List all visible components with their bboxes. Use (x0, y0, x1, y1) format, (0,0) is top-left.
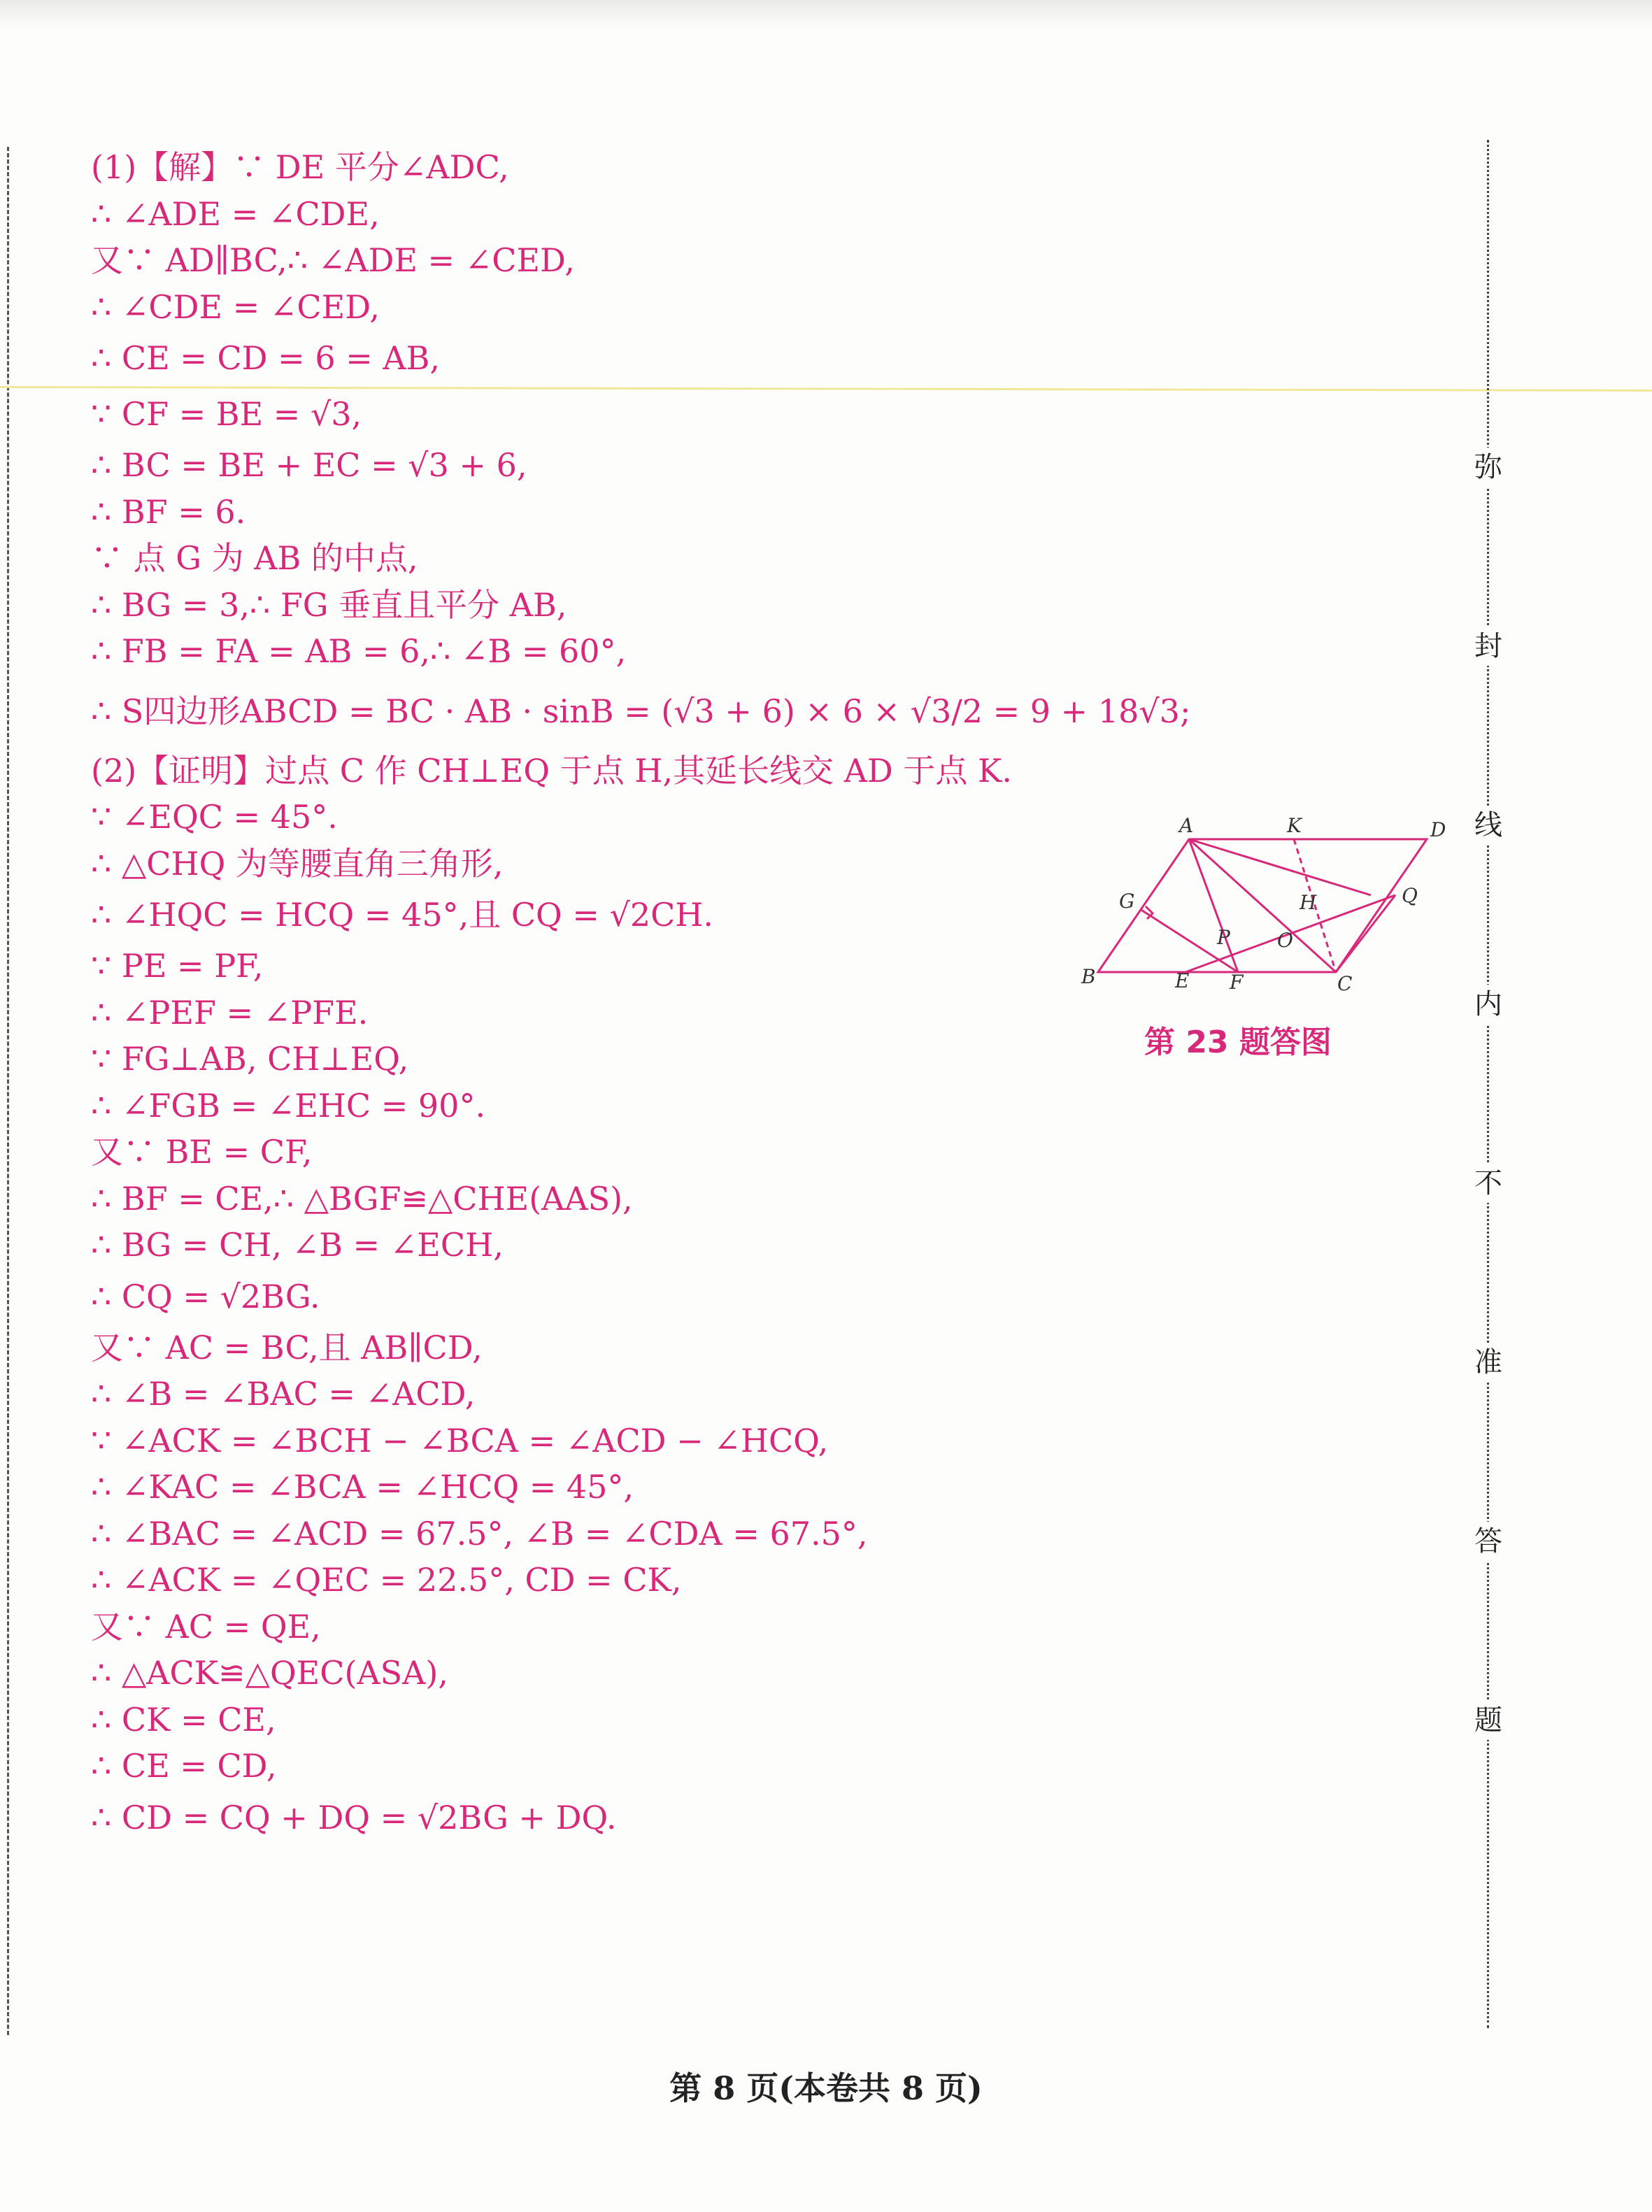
solution-line: ∴ ∠ADE = ∠CDE, (91, 194, 380, 233)
point-label: C (1337, 972, 1353, 995)
seal-dotted-line (1487, 140, 1489, 2028)
point-label: G (1119, 890, 1135, 913)
seal-char: 答 (1469, 1522, 1508, 1561)
point-label: O (1277, 929, 1293, 952)
solution-line: ∵ CF = BE = √3, (91, 395, 362, 433)
seal-char: 弥 (1469, 448, 1508, 487)
solution-line: 又∵ AD∥BC,∴ ∠ADE = ∠CED, (91, 241, 575, 279)
point-label: Q (1402, 884, 1418, 907)
seal-char: 不 (1469, 1164, 1508, 1203)
solution-line: ∴ CQ = √2BG. (91, 1277, 320, 1315)
segment-af (1189, 839, 1238, 972)
point-label: K (1287, 814, 1302, 837)
solution-line: ∵ ∠EQC = 45°. (91, 798, 338, 836)
solution-line: ∴ FB = FA = AB = 6,∴ ∠B = 60°, (91, 632, 627, 670)
solution-line: ∴ ∠CDE = ∠CED, (91, 287, 380, 326)
solution-line: ∵ FG⊥AB, CH⊥EQ, (91, 1040, 409, 1078)
solution-line: 又∵ AC = BC,且 AB∥CD, (91, 1328, 483, 1367)
seal-char: 内 (1469, 985, 1508, 1024)
point-label: P (1217, 926, 1230, 949)
solution-line: 又∵ BE = CF, (91, 1133, 313, 1171)
solution-line: (2)【证明】过点 C 作 CH⊥EQ 于点 H,其延长线交 AD 于点 K. (91, 751, 1013, 790)
point-label: E (1175, 969, 1190, 992)
figure-caption: 第 23 题答图 (1144, 1025, 1332, 1060)
solution-line: ∴ CE = CD, (91, 1747, 277, 1785)
solution-line: ∴ ∠B = ∠BAC = ∠ACD, (91, 1375, 476, 1413)
solution-line: ∴ ∠KAC = ∠BCA = ∠HCQ = 45°, (91, 1468, 634, 1506)
seal-char: 题 (1469, 1701, 1508, 1740)
solution-line: (1)【解】∵ DE 平分∠ADC, (91, 148, 509, 186)
solution-line: 又∵ AC = QE, (91, 1607, 321, 1646)
solution-line: ∴ BC = BE + EC = √3 + 6, (91, 446, 527, 484)
left-binding-dashes (7, 147, 9, 2035)
area-formula-line: ∴ S四边形ABCD = BC · AB · sinB = (√3 + 6) × 6 × √3/2 = 9 + 18√3; (91, 692, 1191, 730)
geometry-figure (1077, 804, 1455, 1014)
solution-line: ∵ PE = PF, (91, 947, 264, 985)
seal-char: 准 (1469, 1343, 1508, 1382)
solution-line: ∴ BG = 3,∴ FG 垂直且平分 AB, (91, 585, 567, 624)
point-label: H (1299, 891, 1317, 914)
solution-line: ∴ ∠FGB = ∠EHC = 90°. (91, 1086, 486, 1125)
point-label: B (1081, 965, 1096, 988)
solution-line: ∴ ∠HQC = HCQ = 45°,且 CQ = √2CH. (91, 896, 714, 934)
point-label: A (1179, 814, 1194, 837)
solution-line: ∴ △ACK≌△QEC(ASA), (91, 1654, 448, 1692)
page-footer: 第 8 页(本卷共 8 页) (669, 2069, 983, 2107)
segment-ad-to-h (1189, 839, 1371, 895)
solution-line: ∴ CD = CQ + DQ = √2BG + DQ. (91, 1798, 617, 1836)
solution-line: ∴ ∠PEF = ∠PFE. (91, 993, 369, 1032)
point-label: D (1430, 818, 1446, 841)
solution-line: ∵ 点 G 为 AB 的中点, (91, 539, 418, 577)
solution-line: ∴ BF = 6. (91, 492, 246, 531)
page-top-shade (0, 0, 1652, 28)
seal-char: 封 (1469, 627, 1508, 666)
solution-line: ∴ △CHQ 为等腰直角三角形, (91, 844, 504, 883)
solution-line: ∴ CE = CD = 6 = AB, (91, 339, 441, 377)
solution-line: ∴ BF = CE,∴ △BGF≌△CHE(AAS), (91, 1179, 633, 1218)
solution-line: ∴ ∠BAC = ∠ACD = 67.5°, ∠B = ∠CDA = 67.5°, (91, 1514, 868, 1553)
solution-text (91, 144, 1191, 1846)
solution-line: ∴ ∠ACK = ∠QEC = 22.5°, CD = CK, (91, 1561, 682, 1599)
solution-line: ∴ BG = CH, ∠B = ∠ECH, (91, 1226, 504, 1264)
solution-line: ∵ ∠ACK = ∠BCH − ∠BCA = ∠ACD − ∠HCQ, (91, 1421, 829, 1460)
solution-line: ∴ CK = CE, (91, 1700, 276, 1739)
seal-char: 线 (1469, 806, 1508, 845)
point-label: F (1230, 971, 1244, 994)
